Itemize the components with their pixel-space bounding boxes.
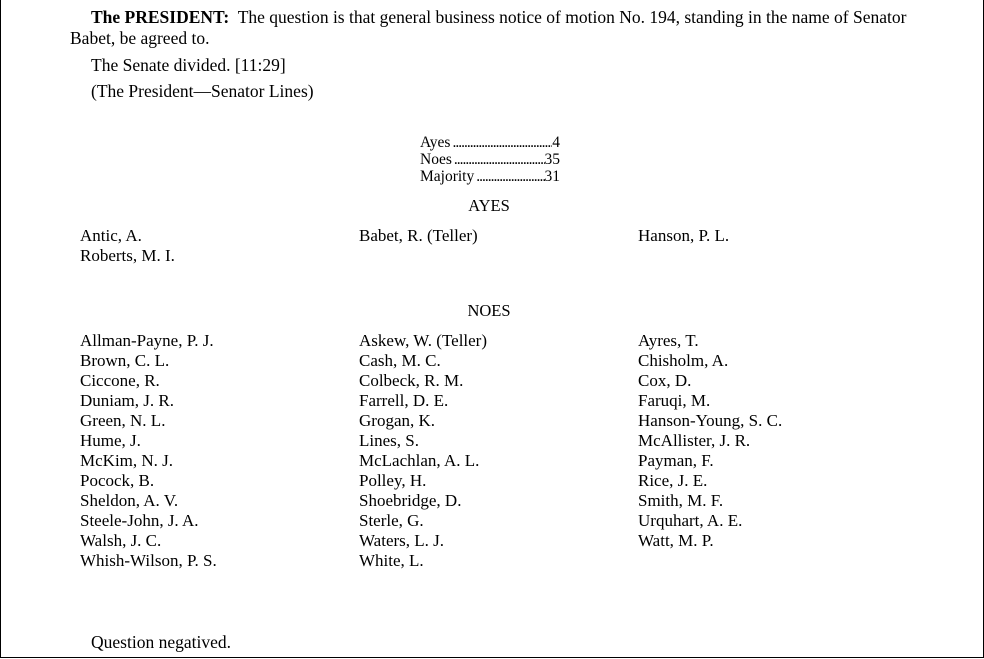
- member-name: Brown, C. L.: [80, 351, 170, 370]
- member-name: Hume, J.: [80, 431, 141, 450]
- member-name: Sheldon, A. V.: [80, 491, 179, 510]
- member-name: Walsh, J. C.: [80, 531, 162, 550]
- ayes-heading: AYES: [468, 196, 510, 215]
- dot-leader: [474, 168, 544, 185]
- member-name: Hanson, P. L.: [638, 226, 730, 245]
- division-line: The Senate divided. [11:29]: [91, 55, 286, 75]
- member-name: Lines, S.: [359, 431, 419, 450]
- member-name: Antic, A.: [80, 226, 142, 245]
- dot-leader: [450, 134, 552, 151]
- noes-column-2: [359, 331, 487, 571]
- member-name: Steele-John, J. A.: [80, 511, 199, 530]
- noes-column-1: [80, 331, 217, 571]
- member-name: Duniam, J. R.: [80, 391, 174, 410]
- tally-majority-value: 31: [544, 168, 560, 185]
- dot-leader: [452, 151, 545, 168]
- motion-paragraph: [70, 7, 920, 49]
- member-name: McLachlan, A. L.: [359, 451, 480, 470]
- member-name: Askew, W. (Teller): [359, 331, 488, 350]
- member-name: Pocock, B.: [80, 471, 155, 490]
- member-name: Ayres, T.: [638, 331, 699, 350]
- tally-noes-label: Noes: [420, 151, 452, 168]
- tally-majority: [420, 168, 560, 185]
- member-name: Allman-Payne, P. J.: [80, 331, 214, 350]
- member-name: Hanson-Young, S. C.: [638, 411, 783, 430]
- member-name: Payman, F.: [638, 451, 714, 470]
- member-name: Faruqi, M.: [638, 391, 711, 410]
- tally-ayes: [420, 134, 560, 151]
- member-name: White, L.: [359, 551, 424, 570]
- noes-heading: NOES: [467, 301, 511, 320]
- member-name: Farrell, D. E.: [359, 391, 449, 410]
- member-name: Urquhart, A. E.: [638, 511, 743, 530]
- result-line: Question negatived.: [91, 632, 231, 652]
- vote-tally: [420, 134, 560, 185]
- member-name: Chisholm, A.: [638, 351, 729, 370]
- member-name: Shoebridge, D.: [359, 491, 462, 510]
- ayes-column-2: [359, 226, 478, 246]
- motion-text: The question is that general business notice of motion No. 194, standing in the name of Senator Babet, be agreed to.: [70, 7, 907, 48]
- tally-noes-value: 35: [544, 151, 560, 168]
- member-name: Ciccone, R.: [80, 371, 160, 390]
- member-name: Cash, M. C.: [359, 351, 441, 370]
- tally-ayes-label: Ayes: [420, 134, 451, 151]
- member-name: McAllister, J. R.: [638, 431, 751, 450]
- member-name: Cox, D.: [638, 371, 692, 390]
- ayes-column-1: [80, 226, 175, 266]
- tally-noes: [420, 151, 560, 168]
- member-name: Rice, J. E.: [638, 471, 708, 490]
- tally-ayes-value: 4: [552, 134, 560, 151]
- chair-line: (The President—Senator Lines): [91, 81, 314, 101]
- member-name: McKim, N. J.: [80, 451, 174, 470]
- member-name: Colbeck, R. M.: [359, 371, 464, 390]
- tally-majority-label: Majority: [420, 168, 475, 185]
- member-name: Whish-Wilson, P. S.: [80, 551, 217, 570]
- member-name: Babet, R. (Teller): [359, 226, 478, 245]
- speaker-name: The PRESIDENT:: [91, 7, 230, 27]
- noes-column-3: [638, 331, 782, 551]
- member-name: Smith, M. F.: [638, 491, 724, 510]
- ayes-column-3: [638, 226, 729, 246]
- member-name: Sterle, G.: [359, 511, 424, 530]
- member-name: Polley, H.: [359, 471, 427, 490]
- member-name: Watt, M. P.: [638, 531, 714, 550]
- member-name: Roberts, M. I.: [80, 246, 175, 265]
- member-name: Green, N. L.: [80, 411, 166, 430]
- member-name: Grogan, K.: [359, 411, 436, 430]
- member-name: Waters, L. J.: [359, 531, 445, 550]
